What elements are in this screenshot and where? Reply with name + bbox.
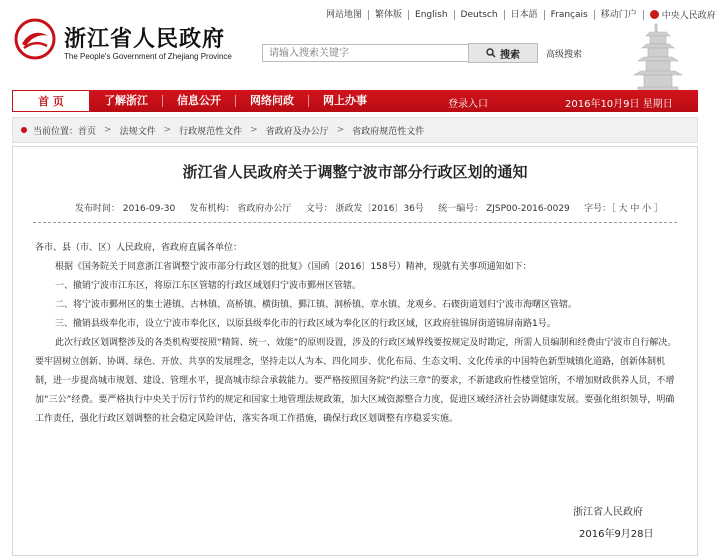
breadcrumb-item[interactable]: 首页 (78, 126, 97, 137)
body-paragraph: 根据《国务院关于同意浙江省调整宁波市部分行政区划的批复》（国函〔2016〕158号）精神，现就有关事项通知如下： (55, 262, 532, 272)
search-icon (486, 48, 496, 58)
breadcrumb-separator-icon: > (336, 125, 345, 135)
meta-agency: 发布机构： 省政府办公厅 (189, 204, 292, 214)
util-link-traditional[interactable]: 繁体版 (369, 10, 409, 20)
site-subtitle: The People's Government of Zhejiang Province (64, 52, 232, 61)
meta-unified-number: 统一编号： ZJSP00-2016-0029 (438, 204, 570, 214)
divider (33, 222, 677, 223)
body-paragraph: 二、将宁波市鄞州区的集士港镇、古林镇、高桥镇、横街镇、鄞江镇、洞桥镇、章水镇、龙观乡、石碶街道划归宁波市海曙区管辖。 (55, 300, 578, 310)
breadcrumb (12, 117, 698, 143)
advanced-search-link[interactable]: 高级搜索 (546, 50, 583, 60)
nav-date: 2016年10月9日 星期日 (565, 99, 673, 110)
search-button-label: 搜索 (500, 49, 520, 61)
util-link-central-gov-label: 中央人民政府 (661, 10, 716, 21)
utility-links (320, 8, 716, 22)
nav-info-disclosure[interactable]: 信息公开 (162, 95, 235, 107)
breadcrumb-item[interactable]: 行政规范性文件 (179, 126, 243, 137)
nav-online-inquiry[interactable]: 网络问政 (235, 95, 308, 107)
breadcrumb-item[interactable]: 法规文件 (119, 126, 156, 137)
search-input[interactable] (262, 44, 468, 62)
nav-home[interactable]: 首 页 (12, 90, 90, 112)
body-paragraph: 一、撤销宁波市江东区，将原江东区管辖的行政区域划归宁波市鄞州区管辖。 (55, 281, 362, 291)
main-nav (12, 90, 698, 112)
breadcrumb-separator-icon: > (163, 125, 172, 135)
national-emblem-icon (650, 10, 659, 19)
breadcrumb-label: 当前位置： (33, 126, 79, 137)
body-paragraph: 各市、县（市、区）人民政府，省政府直属各单位： (35, 243, 243, 253)
signature: 浙江省人民政府 (573, 507, 643, 518)
nav-online-services[interactable]: 网上办事 (308, 95, 381, 107)
meta-doc-number: 文号： 浙政发〔2016〕36号 (305, 204, 424, 214)
util-link-english[interactable]: English (409, 10, 455, 20)
article-panel (12, 146, 698, 556)
article-body (35, 239, 679, 429)
login-link[interactable]: 登录入口 (448, 99, 488, 110)
signature-date: 2016年9月28日 (579, 529, 654, 540)
body-paragraph: 三、撤销县级奉化市，设立宁波市奉化区，以原县级奉化市的行政区域为奉化区的行政区域，区政府驻锦屏街道锦屏南路1号。 (55, 319, 556, 329)
search-button[interactable] (468, 43, 538, 63)
body-paragraph: 此次行政区划调整涉及的各类机构要按照“精简、统一、效能”的原则设置，涉及的行政区域界线要按规定及时勘定，所需人员编制和经费由宁波市自行解决。要牢固树立创新、协调、绿色、开放、共享的发展理念，坚持走以人为本、四化同步、优化布局、生态文明、文化传承的中国特色新型城镇化道路，创新体制机制，进一步提高城市规划、建设、管理水平，提高城市综合承载能力。要严格按照国务院“约法三章”的要求，不新建政府性楼堂馆所，不增加财政供养人员，不增加“三公”经费。要严格执行中央关于厉行节约的规定和国家土地管理法规政策，加大区域资源整合力度，促进区域经济社会协调健康发展。要强化组织领导，明确工作责任，强化行政区划调整的社会稳定风险评估，落实各项工作措施，确保行政区划调整有序稳妥实施。 (35, 338, 677, 424)
util-link-central-gov[interactable] (644, 10, 722, 21)
breadcrumb-separator-icon: > (250, 125, 258, 135)
breadcrumb-separator-icon: > (104, 125, 112, 135)
util-link-mobile[interactable]: 移动门户 (595, 10, 644, 20)
location-pin-icon (21, 127, 27, 133)
meta-publish-date: 发布时间： 2016-09-30 (75, 204, 176, 214)
breadcrumb-item[interactable]: 省政府及办公厅 (265, 126, 329, 137)
logo-icon[interactable] (14, 18, 56, 60)
util-link-french[interactable]: Français (545, 10, 595, 20)
article-title: 浙江省人民政府关于调整宁波市部分行政区划的通知 (182, 163, 528, 181)
util-link-sitemap[interactable]: 网站地图 (320, 10, 369, 20)
article-meta (75, 201, 663, 214)
util-link-japanese[interactable]: 日本語 (505, 10, 545, 20)
util-link-deutsch[interactable]: Deutsch (455, 10, 505, 20)
nav-about-zhejiang[interactable]: 了解浙江 (104, 94, 148, 107)
site-title: 浙江省人民政府 (64, 26, 226, 52)
breadcrumb-item[interactable]: 省政府规范性文件 (352, 126, 425, 137)
pagoda-illustration (620, 22, 696, 96)
meta-font-size-control[interactable]: 字号：［ 大 中 小 ］ (584, 204, 664, 214)
